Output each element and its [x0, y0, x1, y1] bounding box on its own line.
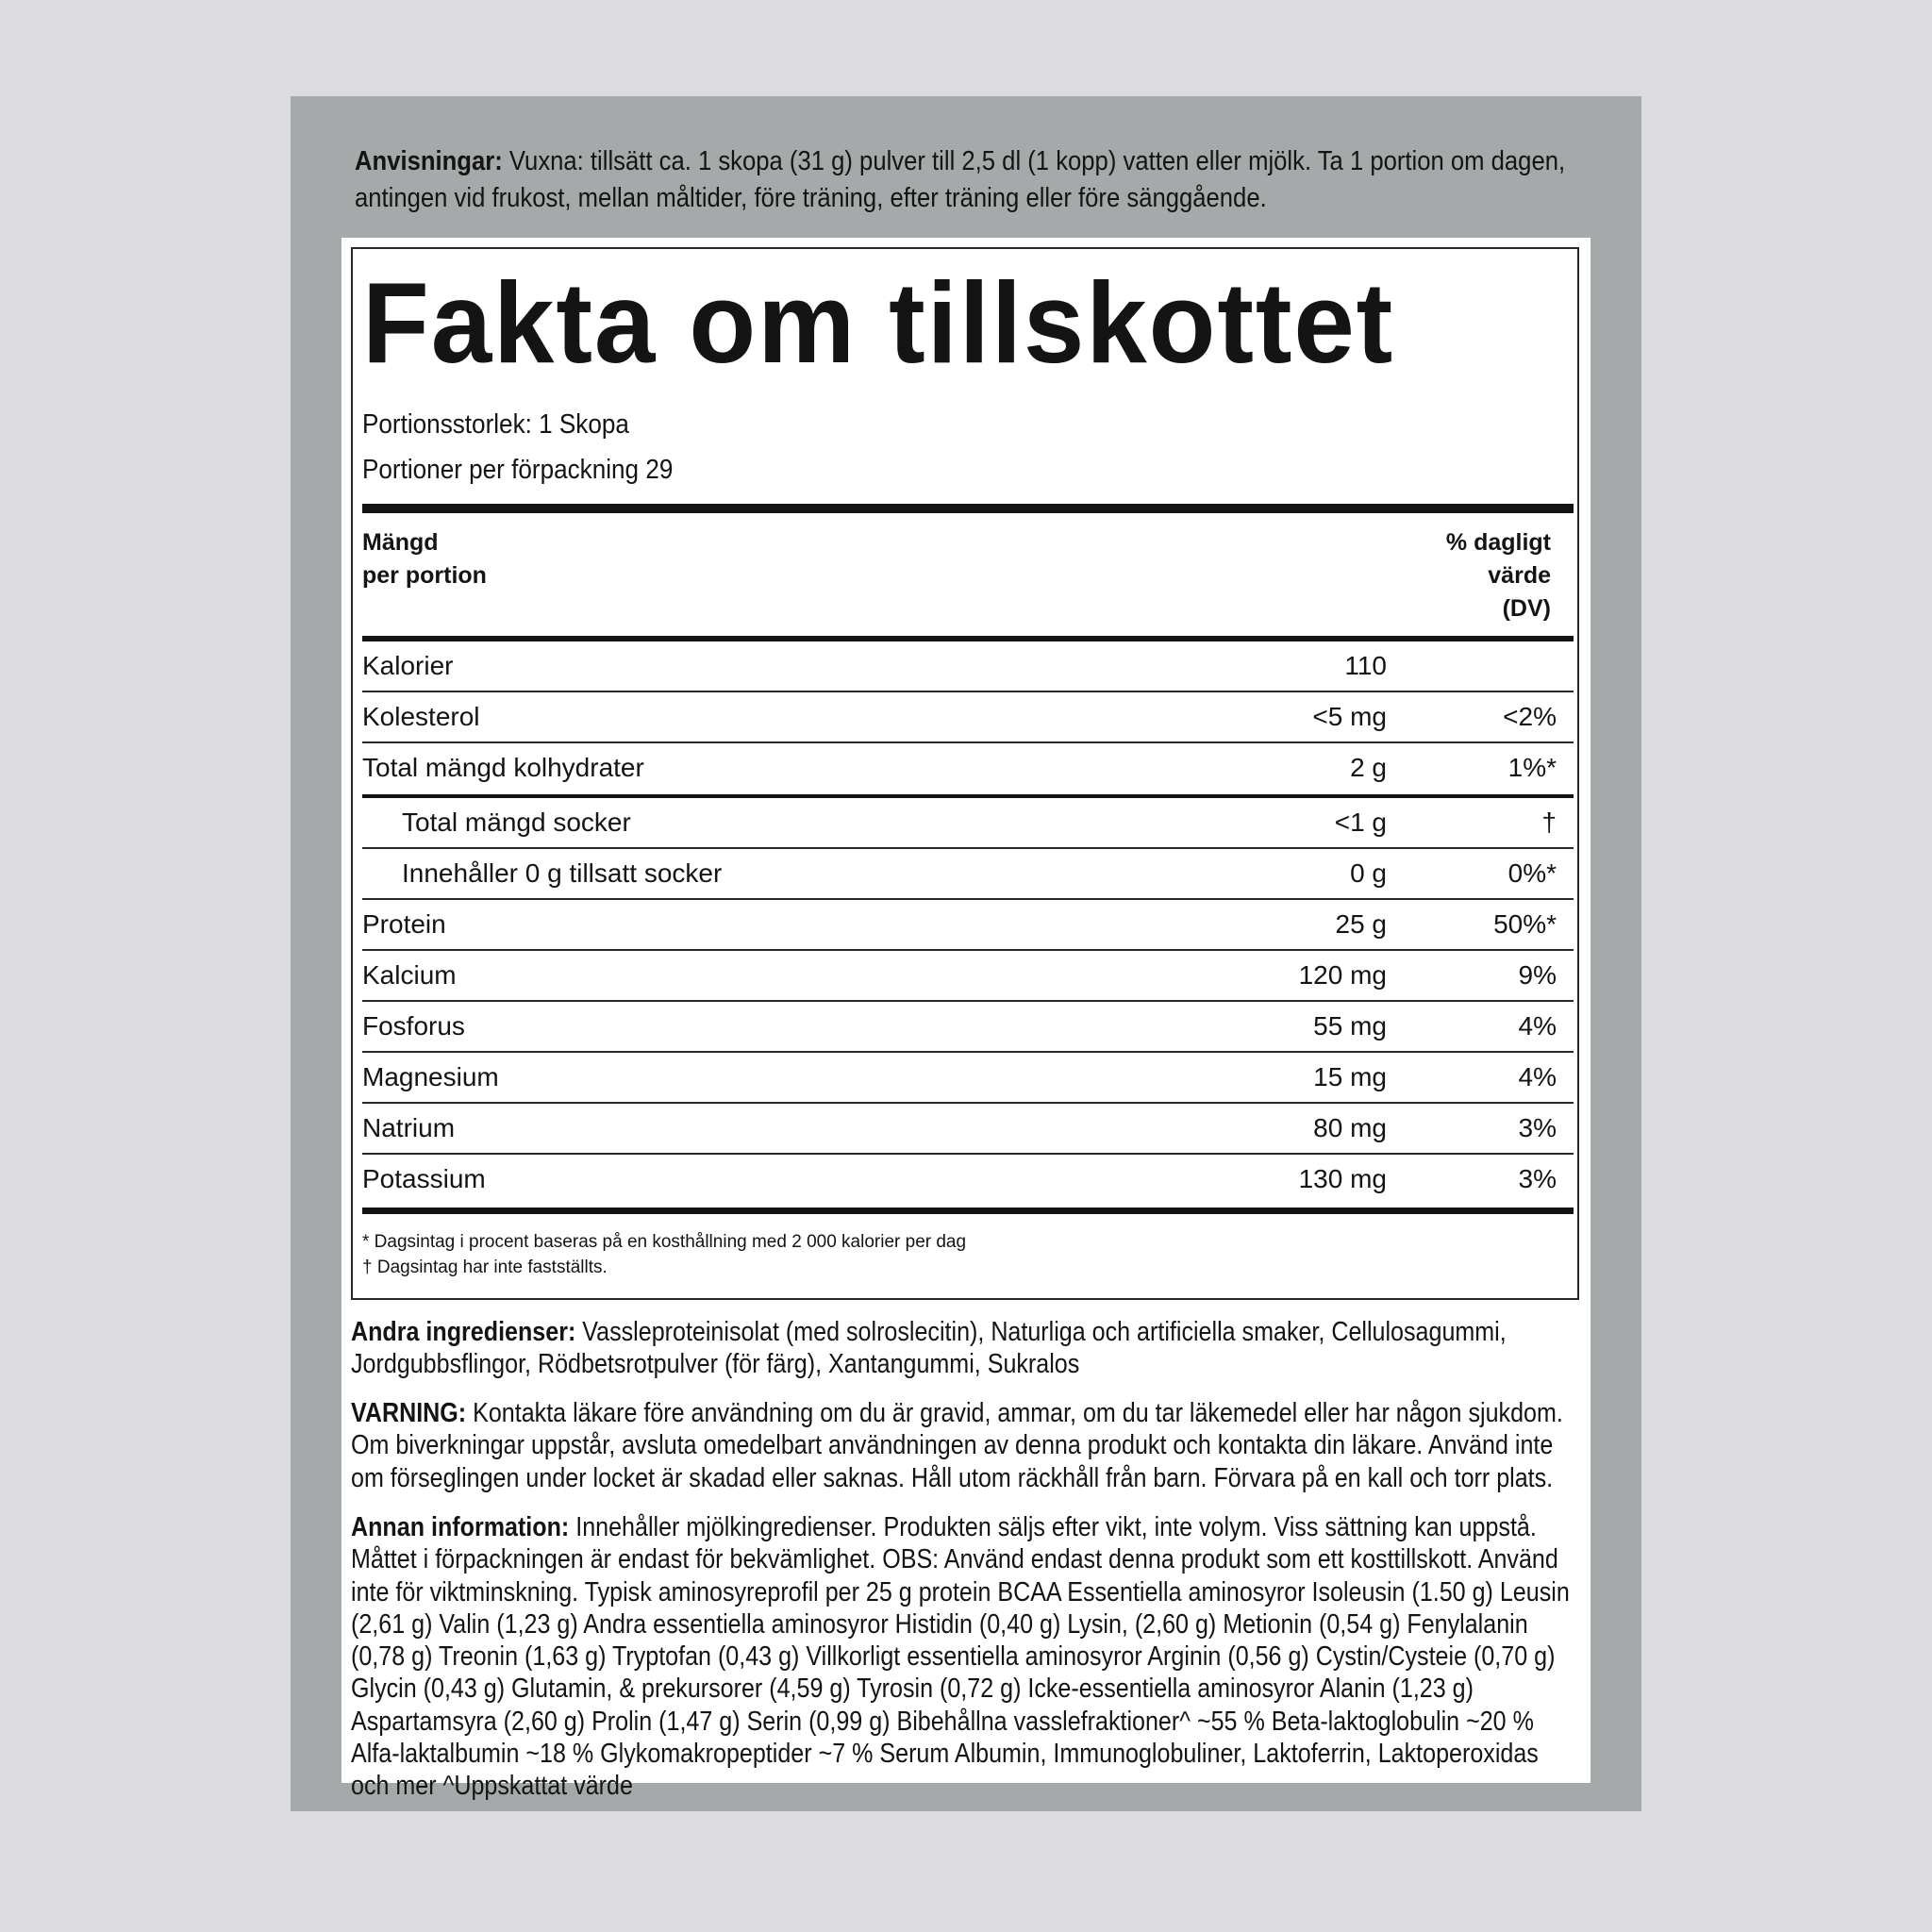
directions-label: Anvisningar: — [355, 146, 503, 176]
nutrient-amount: 120 mg — [1298, 960, 1387, 990]
other-ingredients-text: Vassleproteinisolat (med solroslecitin), Naturliga och artificiella smaker, Cellulosagummi, Jordgubbsflingor, Rödbetsrotpulver (för färg), Xantangummi, Sukralos — [351, 1317, 1507, 1380]
header-dv — [1446, 526, 1551, 625]
nutrient-amount: 80 mg — [1313, 1113, 1387, 1142]
nutrient-name: Magnesium — [362, 1062, 499, 1091]
other-information — [351, 1511, 1579, 1803]
row-kalcium — [362, 951, 1574, 1002]
row-tillsatt-socker — [362, 849, 1574, 900]
row-fosforus — [362, 1002, 1574, 1053]
nutrient-dv: 4% — [1518, 1062, 1557, 1091]
warning-label: VARNING: — [351, 1398, 467, 1428]
nutrient-amount: 110 — [1344, 651, 1387, 680]
nutrient-name: Innehåller 0 g tillsatt socker — [402, 858, 723, 888]
other-ingredients — [351, 1316, 1579, 1381]
directions-text — [355, 143, 1586, 217]
nutrient-name: Total mängd kolhydrater — [362, 753, 644, 782]
row-kolhydrater — [362, 743, 1574, 798]
header-dv-line3: (DV) — [1502, 595, 1551, 622]
nutrient-name: Natrium — [362, 1113, 456, 1142]
nutrient-dv: 3% — [1518, 1164, 1557, 1193]
row-kolesterol — [362, 692, 1574, 743]
nutrient-amount: <1 g — [1334, 808, 1387, 837]
nutrient-amount: 0 g — [1350, 858, 1387, 888]
directions-body: Vuxna: tillsätt ca. 1 skopa (31 g) pulver till 2,5 dl (1 kopp) vatten eller mjölk. Ta 1 portion om dagen, antingen vid frukost, mellan måltider, före träning, efter träning eller före sänggående. — [355, 146, 1566, 213]
nutrient-dv: 1%* — [1507, 753, 1557, 782]
header-dv-line2: värde — [1488, 562, 1551, 589]
nutrient-amount: 25 g — [1335, 909, 1387, 939]
row-magnesium — [362, 1053, 1574, 1104]
nutrient-name: Total mängd socker — [402, 808, 631, 837]
nutrient-dv: 50%* — [1493, 909, 1557, 939]
nutrient-dv: 3% — [1518, 1113, 1557, 1142]
nutrient-name: Potassium — [362, 1164, 486, 1193]
nutrient-dv: † — [1541, 808, 1557, 837]
header-dv-line1: % dagligt — [1445, 529, 1551, 556]
servings-per-container: Portioner per förpackning 29 — [362, 455, 674, 485]
nutrient-name: Protein — [362, 909, 446, 939]
nutrient-amount: 2 g — [1350, 753, 1387, 782]
footnote-daily-value: * Dagsintag i procent baseras på en kosthållning med 2 000 kalorier per dag — [362, 1232, 967, 1252]
supplement-facts-box — [351, 247, 1579, 1300]
warning — [351, 1397, 1579, 1494]
nutrient-dv: 0%* — [1507, 858, 1557, 888]
row-kalorier — [362, 641, 1574, 692]
nutrient-amount: <5 mg — [1312, 702, 1387, 731]
other-information-text: Innehåller mjölkingredienser. Produkten säljs efter vikt, inte volym. Viss sättning kan uppstå. Måttet i förpackningen är endast för bekvämlighet. OBS: Använd endast denna produkt som ett kosttillskott. Använd inte för viktminskning. Typisk aminosyreprofil per 25 g protein BCAA Essentiella aminosyror Isoleusin (1.50 g) Leusin (2,61 g) Valin (1,23 g) Andra essentiella aminosyror Histidin (0,40 g) Lysin, (2,60 g) Metionin (0,54 g) Fenylalanin (0,78 g) Treonin (1,63 g) Tryptofan (0,43 g) Villkorligt essentiella aminosyror Arginin (0,56 g) Cystin/Cysteie (0,70 g) Glycin (0,43 g) Glutamin, & prekursorer (4,59 g) Tyrosin (0,72 g) Icke-essentiella aminosyror Alanin (1,23 g) Aspartamsyra (2,60 g) Prolin (1,47 g) Serin (0,99 g) Bibehållna vasslefraktioner^ ~55 % Beta-laktoglobulin ~20 % Alfa-laktalbumin ~18 % Glykomakropeptider ~7 % Serum Albumin, Immunoglobuliner, Laktoferrin, Laktoperoxidas och mer ^Uppskattat värde — [351, 1512, 1570, 1802]
row-protein — [362, 900, 1574, 951]
nutrient-amount: 15 mg — [1313, 1062, 1387, 1091]
facts-title: Fakta om tillskottet — [362, 258, 1395, 387]
row-socker — [362, 798, 1574, 849]
top-divider — [362, 504, 1574, 513]
header-amount-line1: Mängd — [362, 529, 439, 556]
nutrient-dv: <2% — [1503, 702, 1557, 731]
nutrient-name: Kalcium — [362, 960, 457, 990]
nutrient-dv: 9% — [1518, 960, 1557, 990]
serving-size: Portionsstorlek: 1 Skopa — [362, 409, 629, 440]
header-amount — [362, 526, 487, 592]
bottom-divider — [362, 1208, 1574, 1214]
other-ingredients-label: Andra ingredienser: — [351, 1317, 576, 1347]
other-information-label: Annan information: — [351, 1512, 570, 1542]
footnote-dagger: † Dagsintag har inte fastställts. — [362, 1257, 608, 1277]
header-amount-line2: per portion — [362, 562, 487, 589]
nutrient-name: Fosforus — [362, 1011, 465, 1041]
nutrient-dv: 4% — [1518, 1011, 1557, 1041]
warning-text: Kontakta läkare före användning om du är gravid, ammar, om du tar läkemedel eller har någon sjukdom. Om biverkningar uppstår, avsluta omedelbart användningen av denna produkt och kontakta din läkare. Använd inte om förseglingen under locket är skadad eller saknas. Håll utom räckhåll från barn. Förvara på en kall och torr plats. — [351, 1398, 1563, 1493]
nutrient-name: Kolesterol — [362, 702, 480, 731]
nutrient-amount: 55 mg — [1313, 1011, 1387, 1041]
nutrient-amount: 130 mg — [1298, 1164, 1387, 1193]
row-natrium — [362, 1104, 1574, 1155]
nutrient-name: Kalorier — [362, 651, 454, 680]
row-potassium — [362, 1155, 1574, 1206]
